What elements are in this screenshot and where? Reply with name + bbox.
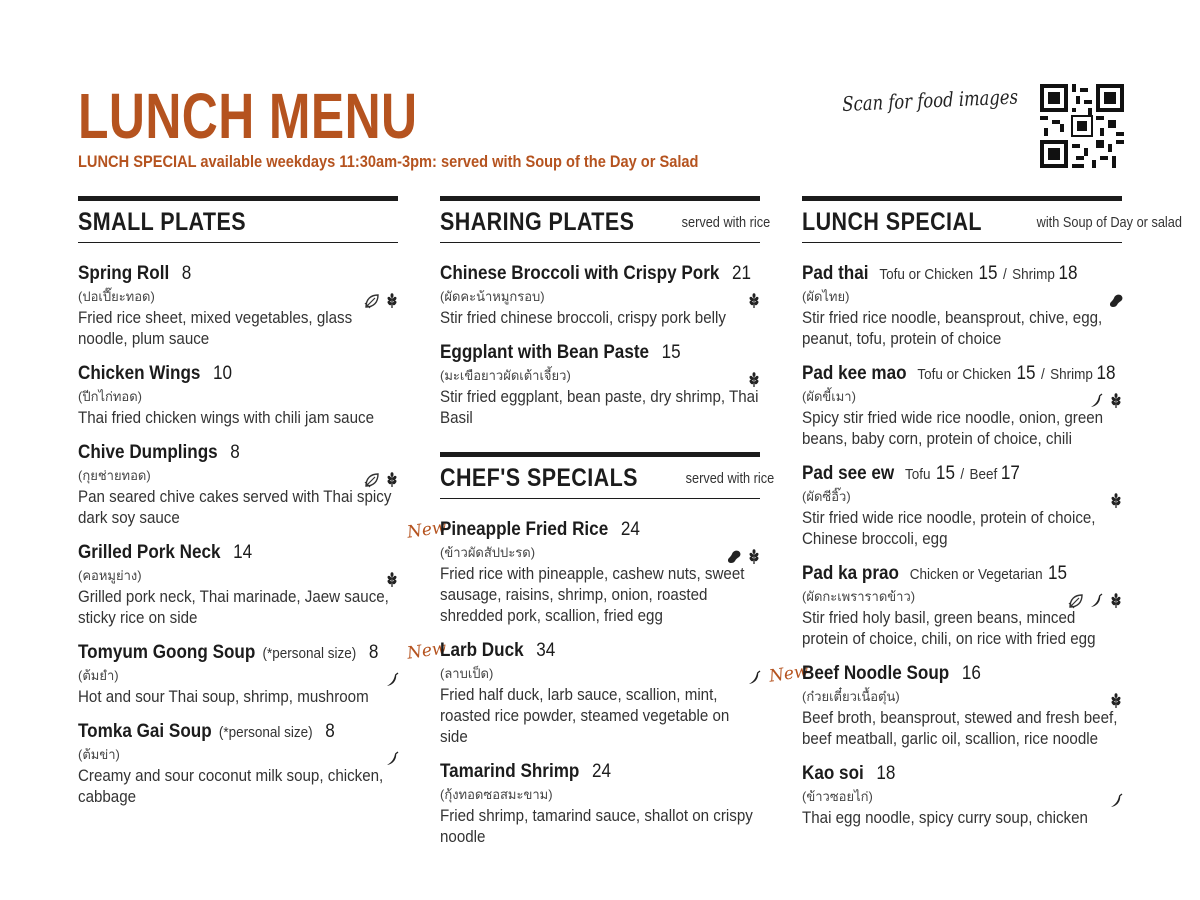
item-name: Pad ka prao	[802, 563, 899, 584]
item-options: Tofu	[905, 466, 931, 483]
wheat-icon	[384, 293, 398, 307]
leaf-icon	[1068, 593, 1082, 607]
section-title: SHARING PLATES	[440, 208, 635, 236]
item-options: Tofu or Chicken	[917, 366, 1012, 383]
item-thai-name: (ผัดซีอิ๊ว)	[802, 489, 851, 504]
menu-item[interactable]	[440, 342, 760, 428]
item-name: Tomyum Goong Soup	[78, 642, 256, 663]
qr-code[interactable]	[1040, 84, 1124, 168]
new-badge: New	[767, 661, 810, 687]
section-header	[440, 452, 775, 499]
section-header	[440, 196, 771, 243]
chili-icon	[384, 672, 398, 686]
item-price: 14	[233, 542, 253, 563]
item-thai-name: (กุ้งทอดซอสมะขาม)	[440, 787, 553, 802]
wheat-icon	[384, 472, 398, 486]
item-name: Pad thai	[802, 263, 869, 284]
wheat-icon	[746, 293, 760, 307]
leaf-icon	[364, 293, 378, 307]
item-price: 21	[731, 263, 752, 284]
item-heading	[78, 642, 379, 664]
dietary-icons	[384, 672, 398, 686]
menu-item[interactable]	[78, 442, 398, 528]
menu-item[interactable]	[405, 638, 760, 747]
item-description: Stir fried wide rice noodle, protein of choice, Chinese broccoli, egg	[802, 508, 1096, 548]
item-heading	[78, 442, 366, 464]
menu-item[interactable]	[78, 263, 398, 349]
new-badge: New	[405, 517, 448, 543]
section-small-plates	[78, 196, 398, 807]
item-description: Beef broth, beansprout, stewed and fresh beef, beef meatball, garlic oil, scallion, rice noodle	[802, 708, 1118, 748]
column-right	[767, 196, 1183, 852]
menu-item[interactable]	[802, 363, 1122, 449]
item-description: Fried shrimp, tamarind sauce, shallot on crispy noodle	[440, 806, 753, 846]
menu-item[interactable]	[802, 563, 1122, 649]
menu-item[interactable]	[405, 517, 760, 626]
item-heading	[78, 721, 366, 743]
item-price: 10	[213, 363, 233, 384]
item-options: Beef	[969, 466, 998, 483]
item-list	[78, 243, 398, 807]
dietary-icons	[1108, 793, 1122, 807]
item-name: Kao soi	[802, 763, 864, 784]
item-description: Stir fried rice noodle, beansprout, chive, egg, peanut, tofu, protein of choice	[802, 308, 1103, 348]
menu-item[interactable]	[440, 761, 760, 847]
item-name: Larb Duck	[440, 640, 524, 661]
menu-item[interactable]	[802, 763, 1122, 828]
dietary-icons	[1088, 393, 1122, 407]
section-title: CHEF'S SPECIALS	[440, 464, 638, 492]
item-thai-name: (ก๋วยเตี๋ยวเนื้อตุ๋น)	[802, 689, 900, 704]
dietary-icons	[746, 372, 760, 386]
item-thai-name: (มะเขือยาวผัดเต้าเจี้ยว)	[440, 368, 571, 383]
item-price: 16	[961, 663, 981, 684]
price-separator: /	[1002, 266, 1007, 283]
item-price: 15	[661, 342, 681, 363]
section-title: LUNCH SPECIAL	[802, 208, 982, 236]
wheat-icon	[746, 372, 760, 386]
section-chefs-specials	[405, 452, 775, 847]
item-thai-name: (ผัดขี้เมา)	[802, 389, 856, 404]
item-description: Stir fried eggplant, bean paste, dry shrimp, Thai Basil	[440, 387, 759, 427]
menu-title: LUNCH MENU	[78, 80, 418, 152]
item-price: 15	[1016, 363, 1036, 384]
item-thai-name: (ผัดคะน้าหมูกรอบ)	[440, 289, 545, 304]
item-price: 34	[536, 640, 556, 661]
item-heading	[802, 563, 1090, 585]
dietary-icons	[746, 293, 760, 307]
dietary-icons	[1068, 593, 1122, 607]
peanut-icon	[726, 549, 740, 563]
wheat-icon	[746, 549, 760, 563]
item-name: Eggplant with Bean Paste	[440, 342, 650, 363]
section-header	[802, 196, 1183, 243]
menu-item[interactable]	[78, 642, 398, 707]
item-description: Creamy and sour coconut milk soup, chicken, cabbage	[78, 766, 384, 806]
column-left	[78, 196, 398, 831]
item-heading	[802, 263, 1090, 285]
new-badge: New	[405, 638, 448, 664]
item-name: Pad see ew	[802, 463, 895, 484]
item-heading	[440, 640, 728, 662]
item-price: 18	[1096, 363, 1116, 384]
item-thai-name: (ข้าวซอยไก่)	[802, 789, 873, 804]
item-size-note: (*personal size)	[262, 645, 357, 662]
item-name: Chive Dumplings	[78, 442, 218, 463]
item-description: Thai egg noodle, spicy curry soup, chicken	[802, 808, 1088, 827]
menu-item[interactable]	[767, 661, 1122, 749]
item-price: 8	[325, 721, 335, 742]
item-description: Grilled pork neck, Thai marinade, Jaew sauce, sticky rice on side	[78, 587, 389, 627]
chili-icon	[1088, 593, 1102, 607]
item-description: Stir fried holy basil, green beans, minced protein of choice, chili, on rice with fried egg	[802, 608, 1096, 648]
item-size-note: (*personal size)	[218, 724, 313, 741]
price-separator: /	[960, 466, 965, 483]
menu-subtitle: LUNCH SPECIAL available weekdays 11:30am-3pm: served with Soup of the Day or Salad	[78, 152, 699, 171]
item-options: Tofu or Chicken	[879, 266, 974, 283]
item-price: 8	[181, 263, 192, 284]
item-list	[405, 499, 760, 847]
wheat-icon	[1108, 493, 1122, 507]
item-heading	[440, 519, 728, 541]
item-thai-name: (ลาบเป็ด)	[440, 666, 494, 681]
item-description: Fried rice sheet, mixed vegetables, glass noodle, plum sauce	[78, 308, 353, 348]
item-thai-name: (ผัดไทย)	[802, 289, 850, 304]
menu-item[interactable]	[440, 263, 760, 328]
item-price: 24	[620, 519, 640, 540]
item-heading	[440, 342, 728, 364]
item-heading	[802, 763, 1090, 785]
wheat-icon	[384, 572, 398, 586]
section-title: SMALL PLATES	[78, 208, 247, 236]
item-price: 18	[876, 763, 896, 784]
menu-item[interactable]	[78, 542, 398, 628]
dietary-icons	[726, 549, 760, 563]
item-thai-name: (กุยช่ายทอด)	[78, 468, 151, 483]
menu-item[interactable]	[78, 721, 398, 807]
item-price: 15	[1047, 563, 1068, 584]
chili-icon	[1088, 393, 1102, 407]
item-description: Hot and sour Thai soup, shrimp, mushroom	[78, 687, 369, 706]
item-description: Fried rice with pineapple, cashew nuts, sweet sausage, raisins, shrimp, onion, roasted shredded pork, scallion, fried egg	[440, 564, 745, 625]
price-separator: /	[1040, 366, 1045, 383]
menu-item[interactable]	[802, 263, 1122, 349]
section-note: served with rice	[681, 214, 771, 231]
dietary-icons	[364, 472, 398, 486]
item-heading	[78, 542, 366, 564]
item-list	[440, 243, 760, 428]
dietary-icons	[746, 670, 760, 684]
item-options: Shrimp	[1050, 366, 1093, 383]
menu-item[interactable]	[802, 463, 1122, 549]
menu-item[interactable]	[78, 363, 398, 428]
column-middle	[405, 196, 775, 871]
wheat-icon	[1108, 693, 1122, 707]
wheat-icon	[1108, 393, 1122, 407]
item-name: Tamarind Shrimp	[440, 761, 580, 782]
dietary-icons	[1108, 293, 1122, 307]
item-description: Fried half duck, larb sauce, scallion, mint, roasted rice powder, steamed vegetable on side	[440, 685, 730, 746]
item-name: Chicken Wings	[78, 363, 201, 384]
item-options: Shrimp	[1012, 266, 1055, 283]
item-description: Spicy stir fried wide rice noodle, onion, green beans, baby corn, protein of choice, chili	[802, 408, 1104, 448]
leaf-icon	[364, 472, 378, 486]
dietary-icons	[384, 572, 398, 586]
item-thai-name: (ต้มข่า)	[78, 747, 120, 762]
item-options: Chicken or Vegetarian	[909, 566, 1043, 583]
item-heading	[78, 363, 366, 385]
dietary-icons	[1108, 693, 1122, 707]
peanut-icon	[1108, 293, 1122, 307]
item-name: Pad kee mao	[802, 363, 907, 384]
item-heading	[78, 263, 366, 285]
item-thai-name: (ผัดกะเพราราดข้าว)	[802, 589, 916, 604]
item-description: Stir fried chinese broccoli, crispy pork belly	[440, 308, 726, 327]
item-list	[767, 243, 1122, 828]
section-header	[78, 196, 398, 243]
item-name: Pineapple Fried Rice	[440, 519, 609, 540]
dietary-icons	[1108, 493, 1122, 507]
chili-icon	[746, 670, 760, 684]
item-name: Chinese Broccoli with Crispy Pork	[440, 263, 720, 284]
item-heading	[802, 663, 1090, 685]
wheat-icon	[1108, 593, 1122, 607]
section-lunch-special	[767, 196, 1183, 828]
item-heading	[440, 263, 752, 285]
item-name: Spring Roll	[78, 263, 170, 284]
item-name: Grilled Pork Neck	[78, 542, 221, 563]
item-price: 24	[591, 761, 611, 782]
section-note: served with rice	[685, 470, 775, 487]
section-note: with Soup of Day or salad	[1036, 214, 1183, 231]
item-thai-name: (ต้มยำ)	[78, 668, 119, 683]
item-price: 17	[1000, 463, 1020, 484]
item-name: Beef Noodle Soup	[802, 663, 950, 684]
item-price: 15	[978, 263, 998, 284]
dietary-icons	[364, 293, 398, 307]
chili-icon	[384, 751, 398, 765]
item-thai-name: (คอหมูย่าง)	[78, 568, 142, 583]
item-thai-name: (ปอเปี๊ยะทอด)	[78, 289, 155, 304]
item-heading	[802, 363, 1116, 385]
item-name: Tomka Gai Soup	[78, 721, 212, 742]
item-price: 8	[230, 442, 240, 463]
item-description: Pan seared chive cakes served with Thai spicy dark soy sauce	[78, 487, 392, 527]
item-price: 8	[368, 642, 379, 663]
item-description: Thai fried chicken wings with chili jam sauce	[78, 408, 375, 427]
item-heading	[802, 463, 1090, 485]
section-sharing-plates	[440, 196, 771, 428]
item-heading	[440, 761, 728, 783]
chili-icon	[1108, 793, 1122, 807]
scan-caption: Scan for food images	[842, 84, 1019, 116]
item-price: 15	[935, 463, 955, 484]
item-price: 18	[1058, 263, 1078, 284]
dietary-icons	[384, 751, 398, 765]
item-thai-name: (ปีกไก่ทอด)	[78, 389, 143, 404]
item-thai-name: (ข้าวผัดสัปปะรด)	[440, 545, 536, 560]
